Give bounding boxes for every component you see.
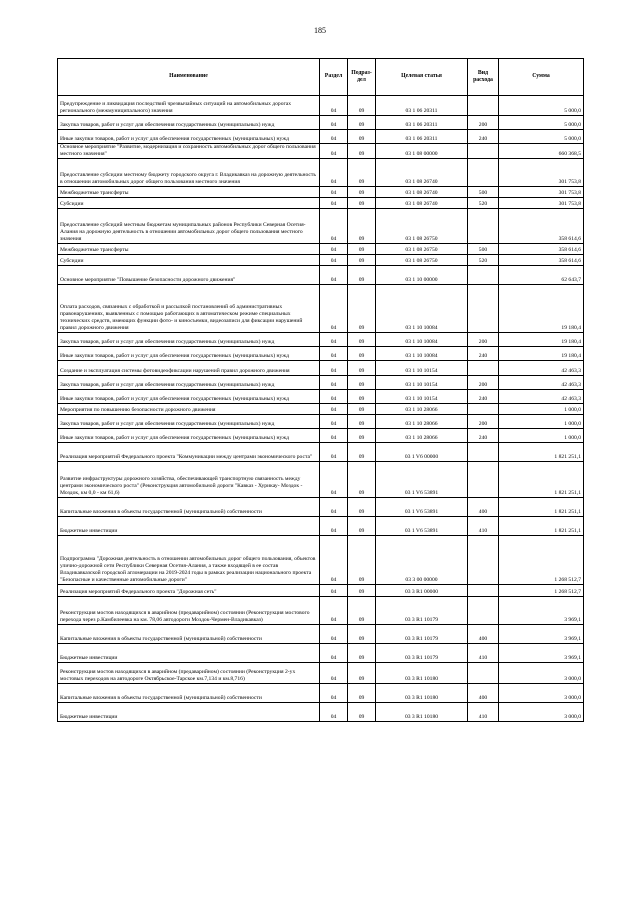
cell-name: Предоставление субсидии местному бюджету городского округа г. Владикавказ на дорожную деятельность в отношении автомобильных дорог общего пользования местного значения — [58, 158, 320, 186]
cell-razdel: 04 — [320, 158, 348, 186]
cell-sum: 1 821 251,1 — [499, 497, 584, 516]
cell-name: Капитальные вложения в объекты государственной (муниципальной) собственности — [58, 683, 320, 702]
cell-sum: 660 368,5 — [499, 144, 584, 159]
cell-name: Межбюджетные трансферты — [58, 186, 320, 197]
cell-podrazdel: 09 — [348, 96, 376, 116]
cell-target: 03 3 00 00000 — [376, 535, 468, 584]
header-vid: Вид расхода — [468, 59, 499, 96]
table-row — [58, 584, 584, 596]
cell-target: 03 1 10 10084 — [376, 332, 468, 346]
budget-table — [57, 58, 584, 722]
cell-razdel: 04 — [320, 243, 348, 254]
cell-sum: 1 821 251,1 — [499, 461, 584, 497]
table-row — [58, 265, 584, 284]
table-row — [58, 208, 584, 243]
cell-podrazdel: 09 — [348, 442, 376, 461]
cell-razdel: 04 — [320, 375, 348, 389]
table-row — [58, 702, 584, 721]
cell-podrazdel: 09 — [348, 461, 376, 497]
cell-razdel: 04 — [320, 130, 348, 144]
cell-podrazdel: 09 — [348, 535, 376, 584]
cell-vid — [468, 535, 499, 584]
cell-razdel: 04 — [320, 461, 348, 497]
cell-sum: 1 821 251,1 — [499, 516, 584, 535]
cell-razdel: 04 — [320, 116, 348, 130]
cell-sum: 3 969,1 — [499, 624, 584, 643]
cell-target: 03 3 R1 00000 — [376, 584, 468, 596]
cell-razdel: 04 — [320, 360, 348, 375]
cell-target: 03 1 10 10154 — [376, 360, 468, 375]
cell-podrazdel: 09 — [348, 265, 376, 284]
cell-razdel: 04 — [320, 497, 348, 516]
cell-podrazdel: 09 — [348, 346, 376, 360]
cell-target: 03 1 10 28066 — [376, 428, 468, 442]
table-row — [58, 461, 584, 497]
cell-vid: 400 — [468, 624, 499, 643]
cell-sum: 42 463,3 — [499, 389, 584, 403]
cell-podrazdel: 09 — [348, 428, 376, 442]
cell-target: 03 3 R1 10179 — [376, 624, 468, 643]
cell-vid — [468, 96, 499, 116]
cell-name: Основное мероприятие "Развитие, модернизация и сохранность автомобильных дорог общего пользования местного значения" — [58, 144, 320, 159]
cell-razdel: 04 — [320, 332, 348, 346]
cell-sum: 3 969,1 — [499, 643, 584, 662]
cell-vid: 200 — [468, 375, 499, 389]
cell-target: 03 3 R1 10180 — [376, 702, 468, 721]
table-row — [58, 389, 584, 403]
header-razdel: Раздел — [320, 59, 348, 96]
cell-razdel: 04 — [320, 144, 348, 159]
table-row — [58, 158, 584, 186]
cell-vid: 500 — [468, 186, 499, 197]
cell-target: 03 1 V6 53891 — [376, 516, 468, 535]
cell-podrazdel: 09 — [348, 284, 376, 332]
cell-sum: 358 614,6 — [499, 243, 584, 254]
cell-name: Иные закупки товаров, работ и услуг для обеспечения государственных (муниципальных) нужд — [58, 130, 320, 144]
cell-sum: 1 268 512,7 — [499, 584, 584, 596]
cell-sum: 1 000,0 — [499, 403, 584, 414]
table-row — [58, 442, 584, 461]
cell-podrazdel: 09 — [348, 197, 376, 208]
cell-target: 03 1 10 28066 — [376, 414, 468, 428]
cell-vid — [468, 461, 499, 497]
cell-vid — [468, 360, 499, 375]
cell-target: 03 1 10 10084 — [376, 284, 468, 332]
cell-target: 03 1 10 10154 — [376, 389, 468, 403]
cell-name: Создание и эксплуатация системы фотовидеофиксации нарушений правил дорожного движения — [58, 360, 320, 375]
cell-vid — [468, 265, 499, 284]
cell-name: Реконструкция мостов находящихся в аварийном (предаварийном) состоянии (Реконструкция мостового перехода через р.Камбилеевка на км. 78,06 автодороги Моздок-Чермен-Владикавказ) — [58, 596, 320, 624]
cell-target: 03 1 08 00000 — [376, 144, 468, 159]
cell-vid — [468, 284, 499, 332]
cell-podrazdel: 09 — [348, 116, 376, 130]
cell-podrazdel: 09 — [348, 516, 376, 535]
cell-razdel: 04 — [320, 624, 348, 643]
cell-razdel: 04 — [320, 702, 348, 721]
cell-name: Капитальные вложения в объекты государственной (муниципальной) собственности — [58, 497, 320, 516]
cell-vid — [468, 403, 499, 414]
cell-podrazdel: 09 — [348, 683, 376, 702]
cell-sum: 3 000,0 — [499, 662, 584, 683]
cell-target: 03 1 08 26740 — [376, 158, 468, 186]
table-row — [58, 360, 584, 375]
cell-podrazdel: 09 — [348, 662, 376, 683]
cell-podrazdel: 09 — [348, 208, 376, 243]
cell-sum: 301 753,8 — [499, 158, 584, 186]
cell-razdel: 04 — [320, 186, 348, 197]
cell-sum: 19 180,4 — [499, 332, 584, 346]
cell-target: 03 1 06 20311 — [376, 130, 468, 144]
cell-podrazdel: 09 — [348, 702, 376, 721]
cell-sum: 19 180,4 — [499, 346, 584, 360]
table-row — [58, 624, 584, 643]
cell-sum: 358 614,6 — [499, 208, 584, 243]
cell-name: Иные закупки товаров, работ и услуг для обеспечения государственных (муниципальных) нужд — [58, 389, 320, 403]
cell-name: Реализация мероприятий Федерального проекта "Дорожная сеть" — [58, 584, 320, 596]
cell-razdel: 04 — [320, 643, 348, 662]
table-row — [58, 643, 584, 662]
cell-razdel: 04 — [320, 265, 348, 284]
table-row — [58, 144, 584, 159]
header-sum: Сумма — [499, 59, 584, 96]
page-number: 185 — [314, 26, 326, 35]
header-name: Наименование — [58, 59, 320, 96]
cell-target: 03 1 08 26750 — [376, 243, 468, 254]
table-header-row — [58, 59, 584, 96]
cell-target: 03 1 08 26740 — [376, 197, 468, 208]
cell-podrazdel: 09 — [348, 375, 376, 389]
cell-sum: 5 000,0 — [499, 96, 584, 116]
cell-target: 03 1 10 10154 — [376, 375, 468, 389]
cell-name: Закупка товаров, работ и услуг для обеспечения государственных (муниципальных) нужд — [58, 332, 320, 346]
cell-podrazdel: 09 — [348, 254, 376, 265]
cell-sum: 1 821 251,1 — [499, 442, 584, 461]
cell-sum: 62 643,7 — [499, 265, 584, 284]
table-row — [58, 516, 584, 535]
cell-name: Закупка товаров, работ и услуг для обеспечения государственных (муниципальных) нужд — [58, 116, 320, 130]
table-row — [58, 346, 584, 360]
table-row — [58, 683, 584, 702]
cell-vid: 240 — [468, 389, 499, 403]
cell-vid: 500 — [468, 243, 499, 254]
cell-razdel: 04 — [320, 596, 348, 624]
cell-razdel: 04 — [320, 254, 348, 265]
cell-target: 03 1 10 00000 — [376, 265, 468, 284]
cell-name: Предоставление субсидий местным бюджетам муниципальных районов Республики Северная Осетия-Алания на дорожную деятельность в отношении автомобильных дорог общего пользования местного значения — [58, 208, 320, 243]
cell-sum: 5 000,0 — [499, 130, 584, 144]
cell-target: 03 1 V6 00000 — [376, 442, 468, 461]
cell-sum: 42 463,3 — [499, 360, 584, 375]
table-row — [58, 332, 584, 346]
header-podrazdel: Подраз-дел — [348, 59, 376, 96]
cell-podrazdel: 09 — [348, 130, 376, 144]
cell-razdel: 04 — [320, 516, 348, 535]
cell-vid — [468, 662, 499, 683]
cell-sum: 301 753,8 — [499, 186, 584, 197]
cell-podrazdel: 09 — [348, 158, 376, 186]
cell-razdel: 04 — [320, 662, 348, 683]
table-row — [58, 116, 584, 130]
cell-vid: 200 — [468, 332, 499, 346]
cell-name: Мероприятия по повышению безопасности дорожного движения — [58, 403, 320, 414]
cell-vid: 410 — [468, 702, 499, 721]
cell-name: Бюджетные инвестиции — [58, 516, 320, 535]
cell-razdel: 04 — [320, 197, 348, 208]
table-row — [58, 535, 584, 584]
cell-name: Закупка товаров, работ и услуг для обеспечения государственных (муниципальных) нужд — [58, 414, 320, 428]
cell-vid: 410 — [468, 516, 499, 535]
cell-name: Закупка товаров, работ и услуг для обеспечения государственных (муниципальных) нужд — [58, 375, 320, 389]
cell-sum: 1 268 512,7 — [499, 535, 584, 584]
cell-vid — [468, 596, 499, 624]
cell-vid: 400 — [468, 497, 499, 516]
cell-podrazdel: 09 — [348, 332, 376, 346]
cell-target: 03 1 V6 53891 — [376, 461, 468, 497]
table-row — [58, 130, 584, 144]
table-row — [58, 414, 584, 428]
cell-razdel: 04 — [320, 96, 348, 116]
cell-name: Межбюджетные трансферты — [58, 243, 320, 254]
cell-vid — [468, 144, 499, 159]
cell-target: 03 1 10 28066 — [376, 403, 468, 414]
cell-vid: 200 — [468, 116, 499, 130]
cell-name: Подпрограмма "Дорожная деятельность в отношении автомобильных дорог общего пользования, объектов улично-дорожной сети Республики Северная Осетия-Алания, а также входящей в ее состав Владикавказской городской агломерации на 2019-2024 годы в рамках реализации национального проекта "Безопасные и качественные автомобильные дороги" — [58, 535, 320, 584]
cell-razdel: 04 — [320, 208, 348, 243]
table-row — [58, 96, 584, 116]
cell-name: Реализация мероприятий Федерального проекта "Коммуникации между центрами экономического роста" — [58, 442, 320, 461]
cell-name: Реконструкция мостов находящихся в аварийном (предаварийном) состоянии (Реконструкция 2-ух мостовых переходов на автодороге Октябрьское-Тарское км.7,134 и км.8,716) — [58, 662, 320, 683]
table-row — [58, 596, 584, 624]
cell-podrazdel: 09 — [348, 497, 376, 516]
table-row — [58, 254, 584, 265]
table-row — [58, 186, 584, 197]
cell-podrazdel: 09 — [348, 186, 376, 197]
cell-podrazdel: 09 — [348, 643, 376, 662]
cell-podrazdel: 09 — [348, 144, 376, 159]
cell-razdel: 04 — [320, 346, 348, 360]
cell-sum: 42 463,3 — [499, 375, 584, 389]
cell-razdel: 04 — [320, 584, 348, 596]
cell-sum: 301 753,8 — [499, 197, 584, 208]
cell-razdel: 04 — [320, 428, 348, 442]
cell-name: Основное мероприятие "Повышение безопасности дорожного движения" — [58, 265, 320, 284]
cell-vid: 520 — [468, 254, 499, 265]
table-row — [58, 403, 584, 414]
cell-sum: 3 969,1 — [499, 596, 584, 624]
cell-podrazdel: 09 — [348, 584, 376, 596]
table-row — [58, 428, 584, 442]
cell-razdel: 04 — [320, 284, 348, 332]
cell-razdel: 04 — [320, 403, 348, 414]
cell-podrazdel: 09 — [348, 414, 376, 428]
cell-name: Бюджетные инвестиции — [58, 643, 320, 662]
cell-target: 03 1 08 26750 — [376, 254, 468, 265]
cell-name: Оплата расходов, связанных с обработкой и рассылкой постановлений об административных правонарушениях, выявленных с помощью работающих в автоматическом режиме специальных технических средств, имеющих функции фото- и киносъемки, видеозаписи для фиксации нарушений правил дорожного движения — [58, 284, 320, 332]
cell-vid: 240 — [468, 130, 499, 144]
cell-podrazdel: 09 — [348, 360, 376, 375]
cell-sum: 3 000,0 — [499, 683, 584, 702]
cell-vid — [468, 208, 499, 243]
cell-vid: 400 — [468, 683, 499, 702]
cell-vid: 240 — [468, 428, 499, 442]
cell-sum: 19 180,4 — [499, 284, 584, 332]
table-row — [58, 662, 584, 683]
cell-target: 03 1 10 10084 — [376, 346, 468, 360]
cell-sum: 5 000,0 — [499, 116, 584, 130]
cell-vid — [468, 442, 499, 461]
cell-podrazdel: 09 — [348, 596, 376, 624]
cell-name: Иные закупки товаров, работ и услуг для обеспечения государственных (муниципальных) нужд — [58, 346, 320, 360]
table-row — [58, 197, 584, 208]
cell-podrazdel: 09 — [348, 389, 376, 403]
cell-sum: 3 000,0 — [499, 702, 584, 721]
header-target: Целевая статья — [376, 59, 468, 96]
cell-razdel: 04 — [320, 389, 348, 403]
cell-target: 03 3 R1 10179 — [376, 596, 468, 624]
cell-razdel: 04 — [320, 442, 348, 461]
table-row — [58, 497, 584, 516]
cell-podrazdel: 09 — [348, 403, 376, 414]
cell-target: 03 1 06 20311 — [376, 116, 468, 130]
cell-podrazdel: 09 — [348, 624, 376, 643]
cell-razdel: 04 — [320, 535, 348, 584]
cell-target: 03 3 R1 10180 — [376, 683, 468, 702]
cell-vid: 200 — [468, 414, 499, 428]
cell-vid: 410 — [468, 643, 499, 662]
cell-target: 03 1 08 26740 — [376, 186, 468, 197]
cell-vid — [468, 158, 499, 186]
cell-name: Субсидии — [58, 254, 320, 265]
cell-name: Иные закупки товаров, работ и услуг для обеспечения государственных (муниципальных) нужд — [58, 428, 320, 442]
cell-sum: 1 000,0 — [499, 428, 584, 442]
table-row — [58, 284, 584, 332]
table-row — [58, 243, 584, 254]
cell-razdel: 04 — [320, 683, 348, 702]
table-row — [58, 375, 584, 389]
cell-name: Капитальные вложения в объекты государственной (муниципальной) собственности — [58, 624, 320, 643]
cell-target: 03 1 V6 53891 — [376, 497, 468, 516]
cell-vid — [468, 584, 499, 596]
cell-name: Развитие инфраструктуры дорожного хозяйства, обеспечивающей транспортную связанность между центрами экономического роста" (Реконструкция автомобильной дороги "Кавказ - Хурикау- Моздок - Моздок, км 0,0 - км 61,6) — [58, 461, 320, 497]
cell-vid: 520 — [468, 197, 499, 208]
cell-sum: 358 614,6 — [499, 254, 584, 265]
cell-target: 03 3 R1 10180 — [376, 662, 468, 683]
cell-razdel: 04 — [320, 414, 348, 428]
cell-target: 03 1 06 20311 — [376, 96, 468, 116]
cell-target: 03 1 08 26750 — [376, 208, 468, 243]
cell-target: 03 3 R1 10179 — [376, 643, 468, 662]
cell-podrazdel: 09 — [348, 243, 376, 254]
cell-name: Предупреждение и ликвидация последствий чрезвычайных ситуаций на автомобильных дорогах регионального (межмуниципального) значения — [58, 96, 320, 116]
cell-name: Бюджетные инвестиции — [58, 702, 320, 721]
cell-name: Субсидии — [58, 197, 320, 208]
cell-sum: 1 000,0 — [499, 414, 584, 428]
cell-vid: 240 — [468, 346, 499, 360]
